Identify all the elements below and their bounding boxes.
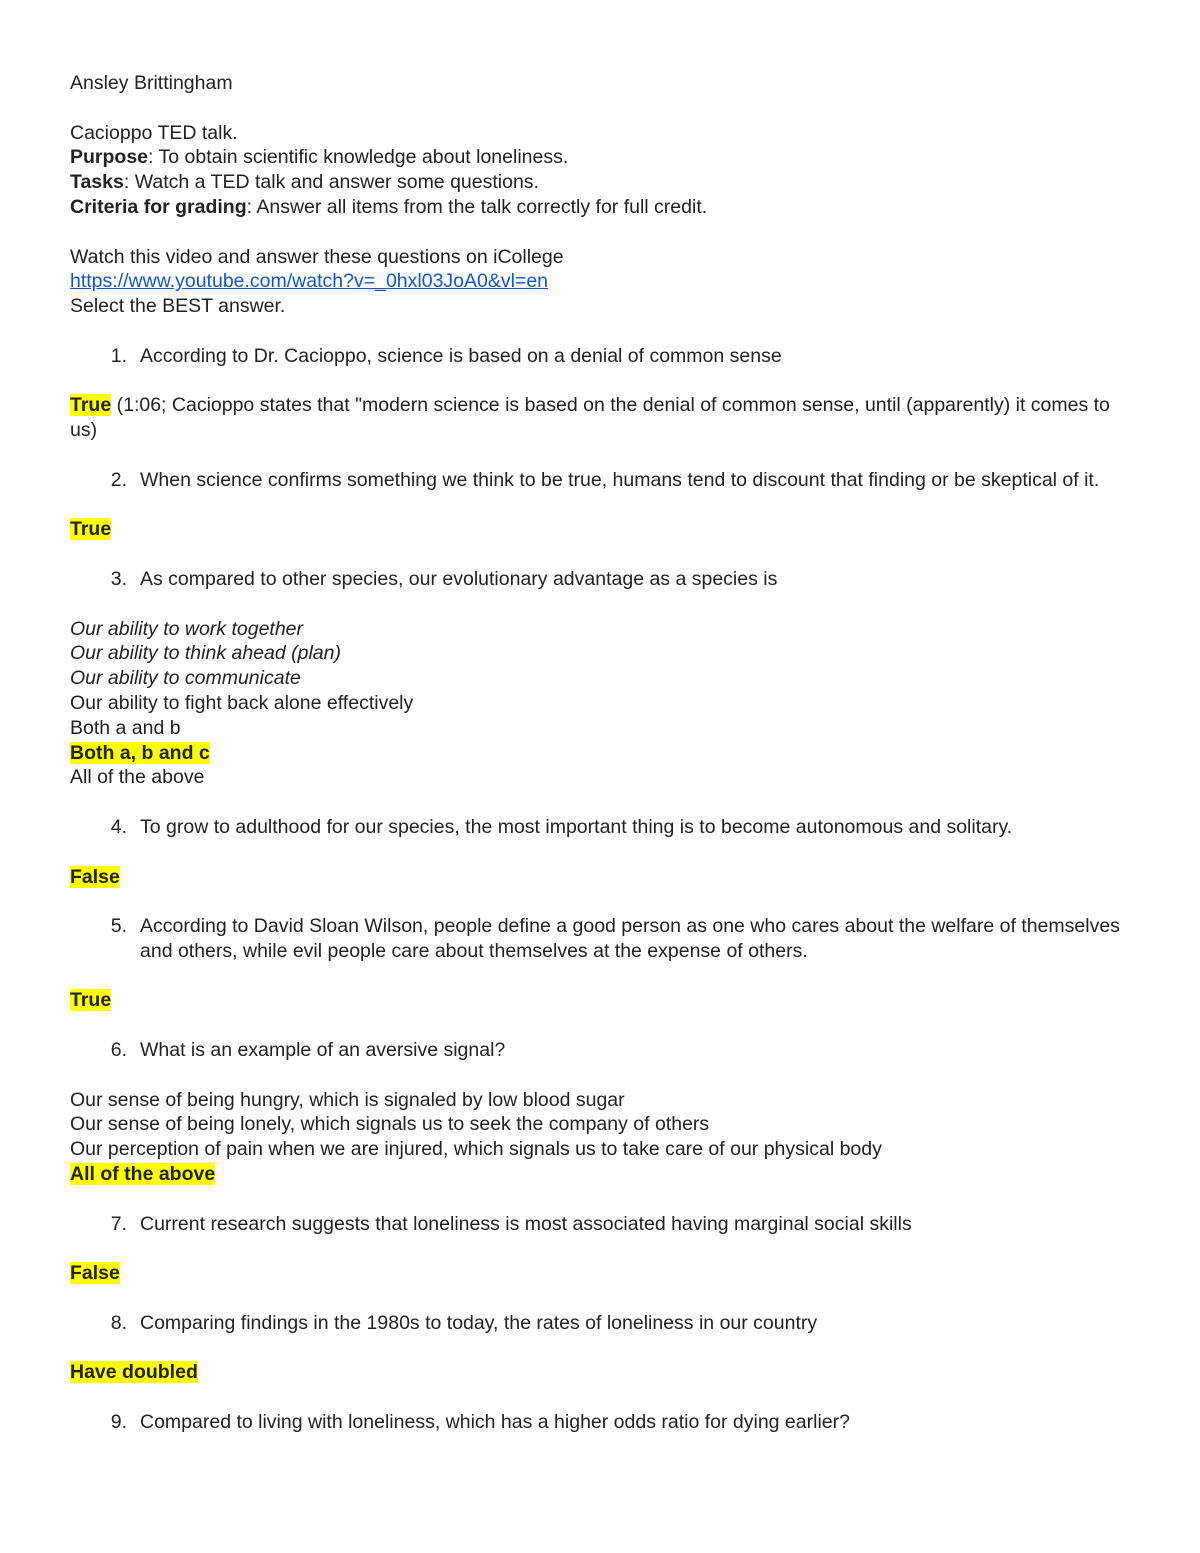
question-5 bbox=[70, 914, 1132, 964]
answer-1 bbox=[70, 393, 1132, 443]
answer-highlight: All of the above bbox=[70, 1163, 216, 1186]
option-item: Our ability to fight back alone effectively bbox=[70, 691, 414, 714]
question-number: 9. bbox=[110, 1411, 127, 1434]
option-item: Our ability to think ahead (plan) bbox=[70, 642, 341, 665]
option-item: Our ability to work together bbox=[70, 617, 304, 640]
option-item: Both a and b bbox=[70, 716, 181, 739]
question-text: Compared to living with loneliness, which has a higher odds ratio for dying earlier? bbox=[140, 1411, 850, 1434]
question-number: 5. bbox=[110, 915, 127, 938]
answer-highlight: True bbox=[70, 394, 112, 417]
question-1 bbox=[70, 344, 1132, 369]
question-number: 3. bbox=[110, 567, 127, 590]
option-item: Our sense of being hungry, which is signaled by low blood sugar bbox=[70, 1088, 625, 1111]
document-page bbox=[70, 71, 1132, 1435]
question-4 bbox=[70, 815, 1132, 840]
answer-7 bbox=[70, 1261, 1132, 1286]
question-number: 7. bbox=[110, 1212, 127, 1235]
question-3 bbox=[70, 567, 1132, 592]
tasks-text: : Watch a TED talk and answer some questions. bbox=[123, 171, 539, 194]
answer-6 bbox=[70, 1162, 1132, 1187]
answer-2 bbox=[70, 517, 1132, 542]
tasks-line bbox=[70, 170, 1132, 195]
question-text: Current research suggests that loneliness is most associated having marginal social skills bbox=[140, 1212, 912, 1235]
option-item: All of the above bbox=[70, 766, 205, 789]
question-number: 8. bbox=[110, 1311, 127, 1334]
purpose-text: : To obtain scientific knowledge about loneliness. bbox=[148, 146, 569, 169]
select-best-text: Select the BEST answer. bbox=[70, 295, 286, 318]
option-item: Our sense of being lonely, which signals us to seek the company of others bbox=[70, 1113, 710, 1136]
answer-highlight: True bbox=[70, 518, 112, 541]
question-7 bbox=[70, 1212, 1132, 1237]
question-number: 4. bbox=[110, 815, 127, 838]
question-8 bbox=[70, 1311, 1132, 1336]
question-text: What is an example of an aversive signal? bbox=[140, 1039, 506, 1062]
question-text: Comparing findings in the 1980s to today, the rates of loneliness in our country bbox=[140, 1311, 818, 1334]
answer-highlight: False bbox=[70, 865, 120, 888]
answer-highlight: False bbox=[70, 1262, 120, 1285]
option-item: Our perception of pain when we are injured, which signals us to take care of our physical body bbox=[70, 1138, 882, 1161]
question-number: 2. bbox=[110, 468, 127, 491]
video-link[interactable]: https://www.youtube.com/watch?v=_0hxl03JoA0&vl=en bbox=[70, 270, 549, 293]
option-item: Our ability to communicate bbox=[70, 667, 301, 690]
purpose-label: Purpose bbox=[70, 146, 149, 169]
answer-highlight: Both a, b and c bbox=[70, 741, 210, 764]
answer-5 bbox=[70, 988, 1132, 1013]
question-text: According to David Sloan Wilson, people define a good person as one who cares about the welfare of themselves and others, while evil people care about themselves at the expense of others. bbox=[140, 915, 1120, 962]
instructions-text: Watch this video and answer these questions on iCollege bbox=[70, 245, 564, 268]
criteria-line bbox=[70, 195, 1132, 220]
answer-4 bbox=[70, 865, 1132, 890]
question-2 bbox=[70, 468, 1132, 493]
purpose-line bbox=[70, 145, 1132, 170]
tasks-label: Tasks bbox=[70, 171, 124, 194]
answer-note: (1:06; Cacioppo states that "modern science is based on the denial of common sense, until (apparently) it comes to us) bbox=[70, 394, 1110, 442]
answer-8 bbox=[70, 1360, 1132, 1385]
question-9 bbox=[70, 1410, 1132, 1435]
answer-highlight: True bbox=[70, 989, 112, 1012]
question-text: According to Dr. Cacioppo, science is based on a denial of common sense bbox=[140, 344, 782, 367]
criteria-text: : Answer all items from the talk correctly for full credit. bbox=[246, 195, 708, 218]
answer-3 bbox=[70, 741, 1132, 766]
answer-highlight: Have doubled bbox=[70, 1361, 198, 1384]
question-text: When science confirms something we think to be true, humans tend to discount that finding or be skeptical of it. bbox=[140, 468, 1100, 491]
criteria-label: Criteria for grading bbox=[70, 195, 247, 218]
question-text: As compared to other species, our evolutionary advantage as a species is bbox=[140, 567, 778, 590]
question-text: To grow to adulthood for our species, the most important thing is to become autonomous and solitary. bbox=[140, 815, 1013, 838]
author-name: Ansley Brittingham bbox=[70, 72, 233, 94]
question-6 bbox=[70, 1038, 1132, 1063]
question-number: 1. bbox=[110, 344, 127, 367]
question-number: 6. bbox=[110, 1039, 127, 1062]
document-title: Cacioppo TED talk. bbox=[70, 121, 238, 144]
